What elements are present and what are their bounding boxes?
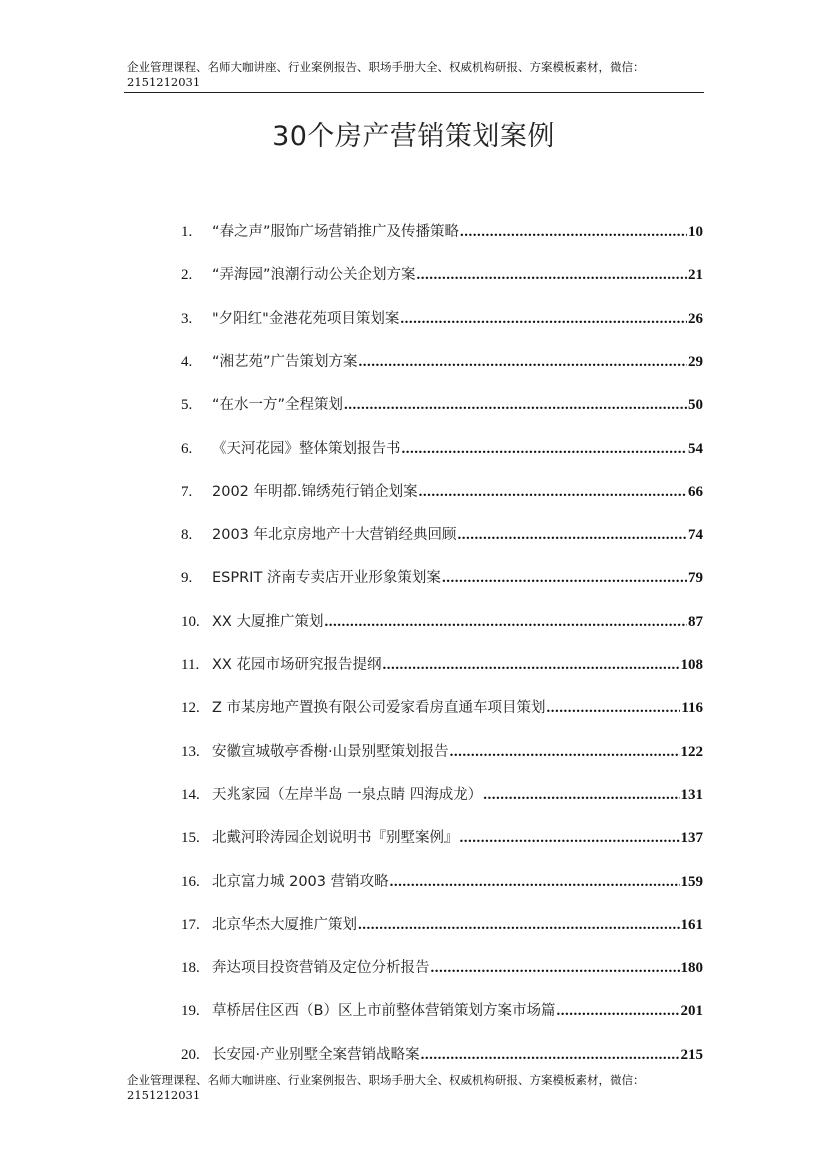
toc-entry-page: 161	[680, 916, 703, 933]
header-line-1: 企业管理课程、名师大咖讲座、行业案例报告、职场手册大全、权威机构研报、方案模板素材，微信：	[127, 60, 645, 74]
toc-leader-dots	[324, 614, 687, 631]
toc-entry-title[interactable]: XX 花园市场研究报告提纲	[212, 657, 382, 673]
toc-leader-dots	[442, 570, 687, 587]
toc-entry-number: 20.	[181, 1046, 200, 1063]
toc-entry[interactable]	[181, 350, 703, 374]
toc-entry[interactable]	[181, 307, 703, 331]
toc-leader-dots	[402, 441, 688, 458]
toc-leader-dots	[382, 657, 679, 674]
toc-entry-page: 21	[688, 267, 703, 284]
toc-leader-dots	[390, 874, 680, 891]
toc-entry-title[interactable]: Z 市某房地产置换有限公司爱家看房直通车项目策划	[212, 700, 546, 717]
toc-leader-dots	[547, 700, 681, 717]
toc-leader-dots	[483, 787, 679, 804]
toc-entry-number: 11.	[181, 657, 200, 673]
header-line-2: 2151212031	[127, 75, 201, 89]
toc-leader-dots	[458, 527, 687, 544]
toc-entry-number: 19.	[181, 1003, 200, 1020]
toc-leader-dots	[358, 917, 680, 934]
toc-entry[interactable]	[181, 523, 703, 547]
toc-entry-page: 116	[681, 700, 703, 717]
toc-entry-title[interactable]: “弄海园”浪潮行动公关企划方案	[212, 267, 416, 284]
toc-entry-number: 14.	[181, 786, 200, 803]
toc-leader-dots	[344, 397, 687, 414]
toc-entry[interactable]	[181, 826, 703, 850]
toc-entry-page: 159	[680, 873, 703, 890]
page-header	[127, 60, 704, 90]
toc-entry-title[interactable]: 草桥居住区西（B）区上市前整体营销策划方案市场篇	[212, 1003, 556, 1020]
toc-entry-page: 54	[688, 440, 703, 457]
toc-leader-dots	[421, 1047, 680, 1064]
toc-entry[interactable]	[181, 956, 703, 980]
toc-entry-title[interactable]: XX 大厦推广策划	[212, 613, 324, 630]
toc-entry-page: 122	[680, 743, 703, 760]
toc-entry[interactable]	[181, 480, 703, 504]
toc-entry-number: 4.	[181, 353, 193, 370]
toc-entry-page: 29	[688, 353, 703, 370]
toc-entry-title[interactable]: 2002 年明都.锦绣苑行销企划案	[212, 483, 418, 500]
toc-entry-number: 15.	[181, 830, 200, 847]
toc-entry[interactable]	[181, 220, 703, 244]
page-footer	[127, 1073, 704, 1103]
toc-entry-title[interactable]: 北戴河聆涛园企划说明书『别墅案例』	[212, 830, 459, 847]
toc-entry-page: 131	[680, 786, 703, 803]
toc-entry-title[interactable]: ESPRIT 济南专卖店开业形象策划案	[212, 570, 441, 587]
toc-leader-dots	[417, 267, 687, 284]
toc-entry-number: 9.	[181, 570, 193, 587]
toc-entry-number: 2.	[181, 267, 193, 284]
toc-entry-number: 5.	[181, 397, 193, 414]
toc-entry[interactable]	[181, 913, 703, 937]
toc-leader-dots	[400, 311, 687, 328]
toc-entry[interactable]	[181, 696, 703, 720]
toc-entry-number: 18.	[181, 960, 200, 977]
toc-entry-number: 10.	[181, 613, 200, 630]
toc-leader-dots	[419, 484, 687, 501]
toc-entry-page: 215	[680, 1046, 703, 1063]
document-title: 30个房产营销策划案例	[272, 121, 555, 152]
toc-entry-page: 87	[688, 613, 703, 630]
toc-entry-title[interactable]: 奔达项目投资营销及定位分析报告	[212, 960, 430, 977]
toc-entry-title[interactable]: 北京华杰大厦推广策划	[212, 916, 357, 933]
toc-entry-page: 108	[680, 657, 703, 673]
header-divider	[124, 92, 704, 93]
toc-entry[interactable]	[181, 1043, 703, 1067]
toc-entry-title[interactable]: “湘艺苑”广告策划方案	[212, 353, 358, 370]
toc-entry[interactable]	[181, 566, 703, 590]
toc-entry-title[interactable]: 长安园·产业别墅全案营销战略案	[212, 1046, 420, 1063]
toc-entry[interactable]	[181, 263, 703, 287]
toc-entry-title[interactable]: 《天河花园》整体策划报告书	[212, 440, 401, 457]
footer-line-2: 2151212031	[127, 1088, 201, 1102]
toc-entry-number: 12.	[181, 700, 200, 717]
toc-entry-page: 50	[688, 397, 703, 414]
footer-line-1: 企业管理课程、名师大咖讲座、行业案例报告、职场手册大全、权威机构研报、方案模板素材，微信：	[127, 1073, 645, 1087]
toc-entry-title[interactable]: 安徽宣城敬亭香榭·山景别墅策划报告	[212, 743, 449, 760]
toc-entry[interactable]	[181, 870, 703, 894]
toc-entry-number: 6.	[181, 440, 193, 457]
toc-leader-dots	[450, 744, 680, 761]
toc-entry[interactable]	[181, 437, 703, 461]
toc-entry-number: 1.	[181, 224, 193, 240]
toc-leader-dots	[460, 224, 687, 241]
toc-entry-page: 26	[688, 310, 703, 327]
toc-entry[interactable]	[181, 610, 703, 634]
toc-leader-dots	[431, 960, 680, 977]
toc-entry-number: 13.	[181, 743, 200, 760]
toc-entry-title[interactable]: “春之声”服饰广场营销推广及传播策略	[212, 224, 460, 240]
toc-leader-dots	[556, 1003, 679, 1020]
toc-entry-number: 7.	[181, 483, 193, 500]
toc-entry[interactable]	[181, 783, 703, 807]
toc-entry-title[interactable]: “在水一方”全程策划	[212, 397, 344, 414]
toc-entry-page: 79	[688, 570, 703, 587]
toc-entry-number: 3.	[181, 310, 193, 327]
toc-entry-page: 137	[680, 830, 703, 847]
toc-entry-number: 8.	[181, 527, 193, 544]
toc-entry-number: 17.	[181, 916, 200, 933]
toc-entry-page: 10	[688, 224, 703, 240]
toc-entry-title[interactable]: 2003 年北京房地产十大营销经典回顾	[212, 527, 457, 544]
toc-entry-title[interactable]: "夕阳红"金港花苑项目策划案	[212, 310, 400, 327]
toc-entry[interactable]	[181, 740, 703, 764]
toc-entry[interactable]	[181, 653, 703, 677]
toc-entry-page: 74	[688, 527, 703, 544]
toc-entry-title[interactable]: 北京富力城 2003 营销攻略	[212, 873, 389, 890]
toc-entry[interactable]	[181, 999, 703, 1023]
toc-entry-number: 16.	[181, 873, 200, 890]
toc-leader-dots	[460, 830, 680, 847]
toc-entry-page: 201	[680, 1003, 703, 1020]
toc-entry-page: 180	[680, 960, 703, 977]
toc-leader-dots	[359, 354, 687, 371]
toc-entry-page: 66	[688, 483, 703, 500]
toc-entry-title[interactable]: 天兆家园（左岸半岛 一泉点睛 四海成龙）	[212, 786, 483, 803]
toc-entry[interactable]	[181, 393, 703, 417]
